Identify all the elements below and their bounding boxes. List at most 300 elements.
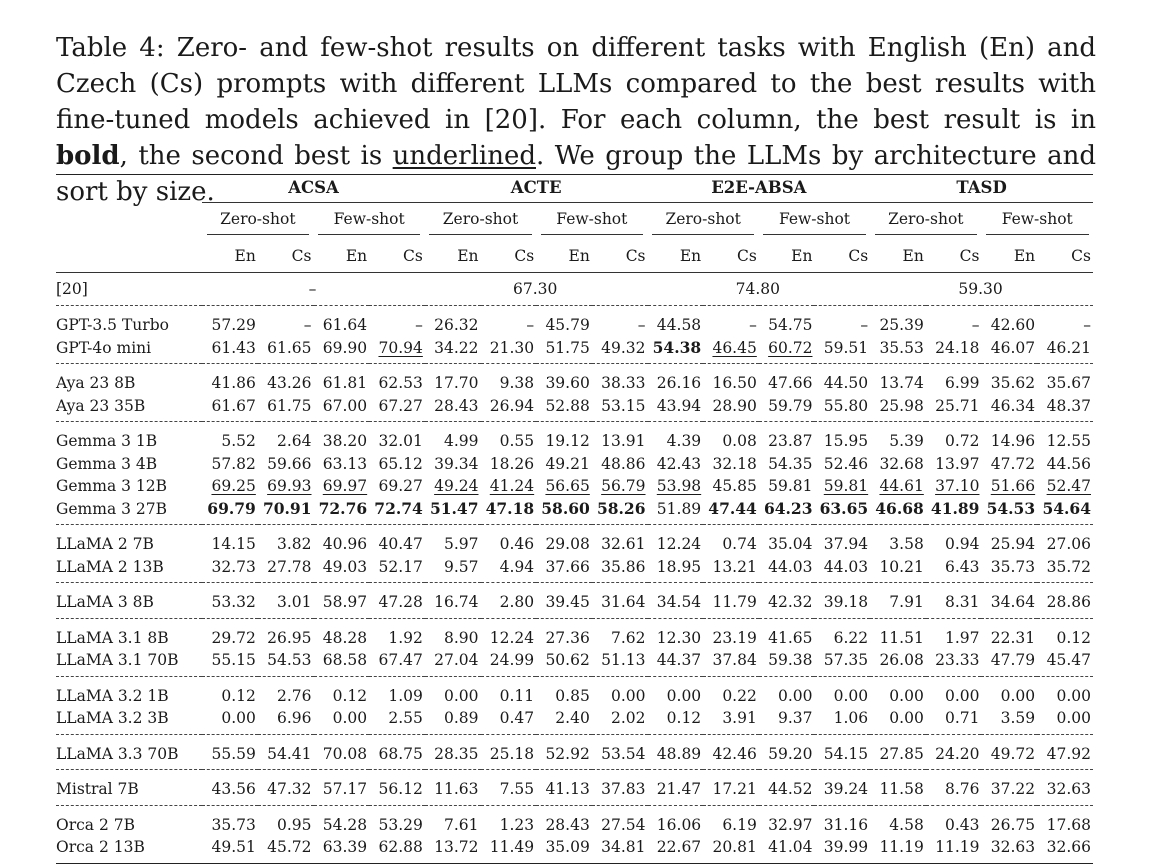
score-cell: 57.29	[211, 316, 256, 334]
table-row	[56, 734, 1093, 770]
score-cell: 59.81	[768, 477, 813, 495]
score-cell: 46.07	[990, 338, 1036, 357]
score-cell: 0.46	[499, 535, 535, 553]
score-cell: 25.98	[879, 396, 924, 415]
score-cell: 3.01	[276, 593, 312, 611]
score-cell: 0.12	[221, 686, 256, 705]
score-cell: 47.66	[768, 374, 813, 392]
setting-header: Zero-shot	[648, 205, 759, 239]
score-cell: 32.97	[768, 815, 813, 834]
score-cell: 11.58	[879, 780, 924, 798]
score-cell: 17.68	[1046, 815, 1091, 834]
score-cell: 26.75	[990, 815, 1036, 834]
score-cell: 27.04	[434, 651, 479, 669]
model-name: LLaMA 3.1 70B	[56, 651, 179, 669]
score-cell: 37.83	[601, 780, 646, 798]
score-cell: 65.12	[378, 454, 423, 473]
score-cell: 7.61	[443, 815, 479, 834]
score-cell: 32.68	[879, 454, 924, 473]
score-cell: 63.13	[322, 454, 368, 473]
task-header: E2E-ABSA	[648, 175, 871, 206]
score-cell: 48.86	[601, 454, 646, 473]
table-row	[56, 676, 1093, 707]
setting-header-row	[56, 205, 1093, 239]
score-cell: 45.47	[1046, 651, 1091, 669]
score-cell: 13.97	[935, 454, 980, 473]
score-cell: 0.12	[1056, 628, 1091, 647]
score-cell: 49.21	[545, 454, 590, 473]
score-cell: –	[971, 316, 980, 334]
table-row	[56, 498, 1093, 525]
score-cell: 23.19	[712, 628, 757, 647]
score-cell: 35.62	[990, 374, 1036, 392]
score-cell: 35.72	[1046, 557, 1091, 576]
score-cell: 48.89	[656, 744, 702, 763]
score-cell: 35.09	[545, 838, 590, 856]
score-cell: 54.41	[267, 744, 312, 763]
score-cell: 14.15	[211, 535, 256, 553]
score-cell: 63.65	[819, 498, 869, 518]
score-cell: 53.15	[601, 396, 646, 415]
score-cell: 24.99	[489, 651, 535, 669]
score-cell: 6.22	[833, 628, 869, 647]
score-cell: 48.28	[322, 628, 368, 647]
language-header: En	[536, 239, 592, 273]
score-cell: 7.55	[499, 780, 535, 798]
score-cell: –	[526, 316, 535, 334]
score-cell: 19.12	[545, 432, 590, 450]
score-cell: 39.60	[545, 374, 590, 392]
score-cell: 7.91	[889, 593, 924, 611]
reference-row	[56, 273, 1093, 306]
table-row	[56, 337, 1093, 364]
language-header: En	[425, 239, 481, 273]
score-cell: 32.61	[601, 535, 646, 553]
score-cell: 41.13	[545, 780, 590, 798]
language-header-row	[56, 239, 1093, 273]
score-cell: 32.73	[211, 557, 256, 576]
score-cell: 49.72	[990, 744, 1036, 763]
score-cell: 35.86	[601, 557, 646, 576]
score-cell: 1.97	[944, 628, 980, 647]
score-cell: 51.47	[429, 498, 479, 518]
model-name: LLaMA 3.2 3B	[56, 709, 169, 727]
score-cell: 59.51	[823, 338, 869, 357]
score-cell: 56.65	[545, 477, 590, 495]
score-cell: 47.18	[485, 498, 535, 518]
score-cell: 25.18	[489, 744, 535, 763]
score-cell: 32.63	[990, 838, 1036, 856]
score-cell: 55.80	[823, 396, 869, 415]
table-row	[56, 583, 1093, 619]
score-cell: 4.58	[889, 815, 924, 834]
score-cell: 72.76	[318, 498, 368, 518]
score-cell: 70.08	[322, 744, 368, 763]
score-cell: 55.15	[211, 651, 256, 669]
score-cell: 8.76	[944, 780, 980, 798]
score-cell: 0.11	[499, 686, 535, 705]
setting-header: Zero-shot	[870, 205, 981, 239]
score-cell: 0.00	[611, 686, 646, 705]
model-name: LLaMA 3.3 70B	[56, 744, 179, 763]
task-header-row	[56, 175, 1093, 206]
score-cell: 6.43	[944, 557, 980, 576]
caption-text-1: Zero- and few-shot results on different tasks with English (En) and Czech (Cs) prompts with different LLMs compared to the best results with fine-tuned models achieved in [20]. For each column, the best result is in	[56, 33, 1096, 135]
score-cell: 26.94	[489, 396, 535, 415]
score-cell: 2.55	[388, 709, 423, 727]
score-cell: 45.85	[712, 477, 757, 495]
score-cell: 37.10	[935, 477, 980, 495]
score-cell: 4.99	[443, 432, 479, 450]
score-cell: 42.43	[656, 454, 702, 473]
score-cell: 29.08	[545, 535, 590, 553]
score-cell: 0.00	[1056, 709, 1091, 727]
score-cell: 0.00	[221, 709, 256, 727]
reference-value: 59.30	[958, 279, 1003, 298]
results-table	[56, 174, 1093, 864]
score-cell: 44.03	[823, 557, 869, 576]
score-cell: 47.72	[990, 454, 1036, 473]
score-cell: 40.47	[378, 535, 423, 553]
header-corner	[56, 175, 202, 206]
score-cell: 58.60	[541, 498, 590, 518]
reference-value: 67.30	[512, 279, 558, 298]
score-cell: 0.43	[944, 815, 980, 834]
score-cell: 43.94	[656, 396, 702, 415]
score-cell: 20.81	[712, 838, 757, 856]
model-name: Aya 23 8B	[56, 374, 136, 392]
score-cell: 6.99	[944, 374, 980, 392]
table-row	[56, 805, 1093, 836]
score-cell: 0.08	[722, 432, 757, 450]
setting-header: Few-shot	[314, 205, 425, 239]
score-cell: 57.17	[322, 780, 368, 798]
score-cell: 12.55	[1046, 432, 1091, 450]
score-cell: 32.66	[1046, 838, 1091, 856]
score-cell: 69.79	[207, 498, 256, 518]
model-name: [20]	[56, 279, 88, 298]
score-cell: 44.56	[1046, 454, 1091, 473]
score-cell: 38.20	[322, 432, 368, 450]
language-header: En	[202, 239, 258, 273]
score-cell: 28.43	[545, 815, 590, 834]
score-cell: 0.00	[1056, 686, 1091, 705]
language-header: En	[870, 239, 926, 273]
model-name: LLaMA 3 8B	[56, 593, 154, 611]
setting-header: Few-shot	[981, 205, 1093, 239]
score-cell: 14.96	[990, 432, 1036, 450]
score-cell: 50.62	[545, 651, 590, 669]
language-header: Cs	[258, 239, 314, 273]
score-cell: 44.58	[656, 316, 702, 334]
score-cell: 67.00	[322, 396, 368, 415]
score-cell: 54.38	[652, 337, 702, 357]
language-header: En	[314, 239, 370, 273]
score-cell: 9.38	[499, 374, 535, 392]
task-header: ACSA	[202, 175, 425, 206]
score-cell: 16.50	[712, 374, 757, 392]
score-cell: 51.13	[601, 651, 646, 669]
score-cell: 67.47	[378, 651, 423, 669]
score-cell: 0.85	[555, 686, 590, 705]
score-cell: 55.59	[211, 744, 256, 763]
score-cell: 58.26	[596, 498, 646, 518]
score-cell: 43.56	[211, 780, 256, 798]
reference-value: –	[308, 279, 317, 298]
score-cell: 24.18	[935, 338, 980, 357]
score-cell: 13.91	[601, 432, 646, 450]
score-cell: 43.26	[267, 374, 312, 392]
setting-header: Few-shot	[536, 205, 647, 239]
score-cell: 27.85	[879, 744, 924, 763]
score-cell: 0.89	[443, 709, 479, 727]
score-cell: 6.96	[276, 709, 312, 727]
score-cell: 51.75	[545, 338, 590, 357]
score-cell: 41.86	[211, 374, 256, 392]
score-cell: 68.75	[378, 744, 423, 763]
score-cell: 2.64	[276, 432, 312, 450]
score-cell: 24.20	[935, 744, 980, 763]
language-header: Cs	[926, 239, 982, 273]
score-cell: 56.79	[601, 477, 646, 495]
model-name: Gemma 3 1B	[56, 432, 158, 450]
score-cell: 32.63	[1046, 780, 1091, 798]
score-cell: 42.32	[768, 593, 813, 611]
score-cell: 42.46	[712, 744, 757, 763]
score-cell: 0.00	[1000, 686, 1036, 705]
score-cell: 0.00	[332, 709, 368, 727]
score-cell: 7.62	[611, 628, 646, 647]
score-cell: –	[303, 316, 312, 334]
language-header: Cs	[481, 239, 537, 273]
score-cell: 37.84	[712, 651, 757, 669]
score-cell: 53.32	[211, 593, 256, 611]
score-cell: 0.12	[332, 686, 368, 705]
score-cell: 54.53	[267, 651, 312, 669]
score-cell: 0.00	[889, 709, 924, 727]
score-cell: 35.04	[768, 535, 813, 553]
score-cell: 59.66	[267, 454, 312, 473]
score-cell: 8.90	[443, 628, 479, 647]
score-cell: 52.17	[378, 557, 423, 576]
score-cell: 0.74	[722, 535, 757, 553]
score-cell: 0.00	[443, 686, 479, 705]
score-cell: 39.18	[823, 593, 869, 611]
score-cell: 37.94	[823, 535, 869, 553]
score-cell: 26.08	[879, 651, 924, 669]
score-cell: 11.79	[712, 593, 757, 611]
score-cell: 34.54	[656, 593, 702, 611]
score-cell: 39.99	[823, 838, 869, 856]
score-cell: 63.39	[322, 838, 368, 856]
score-cell: 52.92	[545, 744, 590, 763]
score-cell: 0.72	[944, 432, 980, 450]
score-cell: 3.91	[722, 709, 757, 727]
score-cell: 59.38	[768, 651, 813, 669]
score-cell: –	[860, 316, 869, 334]
score-cell: 21.47	[656, 780, 702, 798]
score-cell: 49.32	[601, 338, 646, 357]
score-cell: 53.98	[656, 477, 702, 495]
score-cell: 13.21	[712, 557, 757, 576]
score-cell: 2.40	[555, 709, 590, 727]
score-cell: 69.90	[322, 338, 368, 357]
caption-underlined-word: underlined	[392, 141, 536, 171]
score-cell: 10.21	[879, 557, 924, 576]
score-cell: 47.32	[267, 780, 312, 798]
score-cell: 41.04	[768, 838, 813, 856]
score-cell: 23.87	[768, 432, 813, 450]
language-header: Cs	[814, 239, 870, 273]
score-cell: 27.06	[1046, 535, 1091, 553]
score-cell: 44.03	[768, 557, 813, 576]
score-cell: 1.06	[833, 709, 869, 727]
score-cell: 17.21	[712, 780, 757, 798]
table-row	[56, 525, 1093, 556]
model-name: Gemma 3 4B	[56, 454, 158, 473]
score-cell: 2.76	[276, 686, 312, 705]
score-cell: 0.00	[889, 686, 924, 705]
score-cell: 69.97	[322, 477, 368, 495]
score-cell: 0.00	[777, 686, 813, 705]
score-cell: 42.60	[990, 316, 1036, 334]
score-cell: 52.46	[823, 454, 869, 473]
score-cell: 28.43	[434, 396, 479, 415]
score-cell: 39.34	[434, 454, 479, 473]
table-row	[56, 618, 1093, 649]
score-cell: 15.95	[823, 432, 869, 450]
score-cell: 54.53	[986, 498, 1036, 518]
score-cell: 56.12	[378, 780, 423, 798]
table-row	[56, 836, 1093, 863]
language-header: En	[759, 239, 815, 273]
score-cell: 49.24	[434, 477, 479, 495]
setting-header: Zero-shot	[202, 205, 313, 239]
caption-bold-word: bold	[56, 141, 120, 171]
table-row	[56, 453, 1093, 476]
results-table-wrapper	[56, 174, 1093, 864]
score-cell: 38.33	[601, 374, 646, 392]
score-cell: 44.50	[823, 374, 869, 392]
table-body	[56, 273, 1093, 864]
score-cell: 0.71	[944, 709, 980, 727]
score-cell: 47.92	[1046, 744, 1091, 763]
language-header: Cs	[1037, 239, 1093, 273]
score-cell: 46.34	[990, 396, 1036, 415]
language-header: En	[981, 239, 1037, 273]
model-name: Gemma 3 12B	[56, 477, 168, 495]
score-cell: 37.22	[990, 780, 1036, 798]
score-cell: 68.58	[322, 651, 368, 669]
table-row	[56, 306, 1093, 337]
score-cell: 41.65	[768, 628, 813, 647]
score-cell: 58.97	[322, 593, 368, 611]
score-cell: 46.21	[1046, 338, 1091, 357]
score-cell: 0.00	[833, 686, 869, 705]
score-cell: 60.72	[768, 338, 813, 357]
score-cell: 5.52	[221, 432, 256, 450]
score-cell: 26.16	[656, 374, 702, 392]
score-cell: 18.95	[656, 557, 702, 576]
score-cell: 34.22	[434, 338, 479, 357]
model-name: Mistral 7B	[56, 780, 139, 798]
score-cell: 59.79	[768, 396, 813, 415]
score-cell: 54.35	[768, 454, 813, 473]
score-cell: 0.94	[944, 535, 980, 553]
score-cell: –	[1083, 316, 1091, 334]
score-cell: 35.53	[879, 338, 924, 357]
score-cell: 57.35	[823, 651, 869, 669]
score-cell: 61.43	[211, 338, 256, 357]
score-cell: 35.67	[1046, 374, 1091, 392]
score-cell: 69.27	[378, 477, 423, 495]
score-cell: 11.19	[879, 838, 924, 856]
score-cell: 5.97	[443, 535, 479, 553]
score-cell: 34.81	[601, 838, 646, 856]
score-cell: 41.89	[930, 498, 980, 518]
score-cell: 27.54	[601, 815, 646, 834]
score-cell: –	[749, 316, 757, 334]
score-cell: 47.28	[378, 593, 423, 611]
score-cell: 35.73	[990, 557, 1036, 576]
score-cell: 61.67	[211, 396, 256, 415]
score-cell: 23.33	[935, 651, 980, 669]
setting-header: Few-shot	[759, 205, 870, 239]
task-header: TASD	[870, 175, 1093, 206]
score-cell: 13.72	[434, 838, 479, 856]
score-cell: 28.35	[434, 744, 479, 763]
model-name: Gemma 3 27B	[56, 499, 168, 518]
score-cell: 0.22	[722, 686, 757, 705]
model-name: Orca 2 7B	[56, 815, 136, 834]
score-cell: 61.75	[267, 396, 312, 415]
table-row	[56, 395, 1093, 422]
model-name: LLaMA 3.1 8B	[56, 628, 169, 647]
score-cell: 61.81	[322, 374, 368, 392]
score-cell: 11.63	[434, 780, 479, 798]
score-cell: 17.70	[434, 374, 479, 392]
model-name: GPT-3.5 Turbo	[56, 316, 169, 334]
score-cell: 29.72	[211, 628, 256, 647]
score-cell: 59.20	[768, 744, 813, 763]
score-cell: 11.51	[879, 628, 924, 647]
table-header	[56, 175, 1093, 273]
score-cell: 54.15	[823, 744, 869, 763]
score-cell: 13.74	[879, 374, 924, 392]
score-cell: 18.26	[489, 454, 535, 473]
score-cell: 28.90	[712, 396, 757, 415]
score-cell: 27.36	[545, 628, 590, 647]
score-cell: 45.79	[545, 316, 590, 334]
score-cell: 41.24	[489, 477, 535, 495]
score-cell: 22.67	[656, 838, 702, 856]
score-cell: 26.95	[267, 628, 312, 647]
score-cell: 48.37	[1046, 396, 1091, 415]
score-cell: 40.96	[322, 535, 368, 553]
score-cell: 1.23	[499, 815, 535, 834]
score-cell: 8.31	[944, 593, 980, 611]
language-header: En	[648, 239, 704, 273]
score-cell: 6.19	[722, 815, 757, 834]
score-cell: 28.86	[1046, 593, 1091, 611]
score-cell: 11.49	[489, 838, 535, 856]
score-cell: 31.16	[823, 815, 869, 834]
table-row	[56, 770, 1093, 806]
model-name: GPT-4o mini	[56, 338, 152, 357]
score-cell: 44.52	[768, 780, 813, 798]
score-cell: 31.64	[601, 593, 646, 611]
score-cell: 5.39	[889, 432, 924, 450]
